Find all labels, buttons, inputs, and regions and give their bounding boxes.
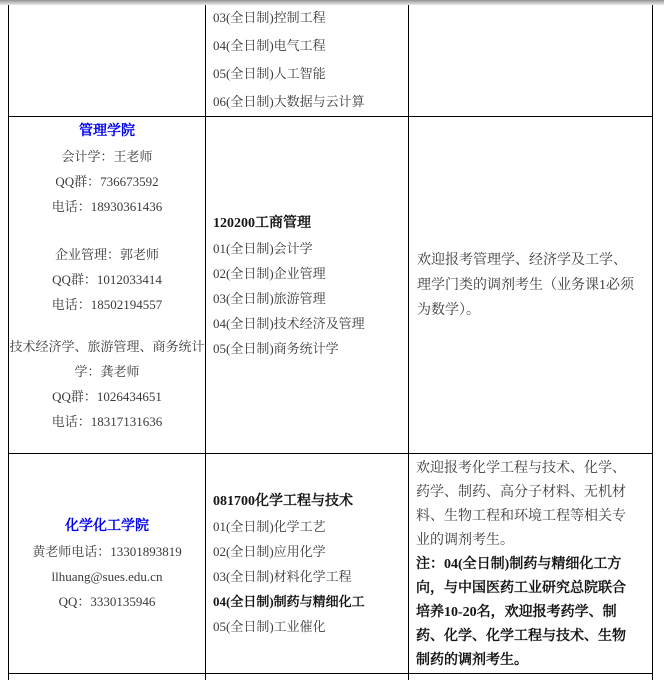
- program-list: [206, 0, 408, 116]
- programs-cell: [206, 454, 409, 674]
- qq-group-number: QQ群：736673592: [9, 169, 205, 194]
- note-remark-line: 注：04(全日制)制药与精细化工方: [416, 553, 648, 577]
- college-cell-empty: [9, 674, 206, 680]
- program-item-highlighted: 04(全日制)制药与精细化工: [213, 589, 408, 614]
- table-row: [9, 454, 653, 674]
- note-remark-line: 培养10-20名，欢迎报考药学、制: [416, 601, 648, 625]
- program-item: 04(全日制)电气工程: [213, 32, 408, 60]
- table-row: [9, 117, 653, 454]
- note-cell: [409, 454, 653, 674]
- contact-line: 会计学：王老师: [9, 144, 205, 169]
- program-item: 03(全日制)材料化学工程: [213, 564, 408, 589]
- phone-number: 电话：18930361436: [9, 194, 205, 219]
- note-text: [409, 117, 652, 453]
- contact-line: 技术经济学、旅游管理、商务统计: [9, 334, 205, 359]
- contact-block: [9, 144, 205, 219]
- note-line: 药学、制药、高分子材料、无机材: [416, 481, 648, 505]
- program-item: 01(全日制)化学工艺: [213, 514, 408, 539]
- program-item: 01(全日制)会计学: [213, 236, 408, 261]
- program-item: 02(全日制)应用化学: [213, 539, 408, 564]
- college-name: 化学化工学院: [9, 514, 205, 539]
- college-cell-empty: [9, 0, 206, 117]
- college-cell: [9, 454, 206, 674]
- note-line: 欢迎报考管理学、经济学及工学、: [417, 248, 646, 273]
- programs-cell-empty: [206, 674, 409, 680]
- program-item: 06(全日制)大数据与云计算: [213, 88, 408, 116]
- note-remark-line: 向，与中国医药工业研究总院联合: [416, 577, 648, 601]
- note-line: 理学门类的调剂考生（业务课1必须: [417, 273, 646, 298]
- note-line: 料、生物工程和环境工程等相关专: [416, 505, 648, 529]
- program-item: 05(全日制)工业催化: [213, 614, 408, 639]
- table-row: [9, 674, 653, 680]
- table-row: [9, 0, 653, 117]
- contact-block: [9, 334, 205, 434]
- program-item: 04(全日制)技术经济及管理: [213, 311, 408, 336]
- program-item: 03(全日制)旅游管理: [213, 286, 408, 311]
- window-edge-shadow: [0, 0, 664, 5]
- note-remark-line: 药、化学、化学工程与技术、生物: [416, 625, 648, 649]
- college-info: [9, 454, 205, 673]
- program-item: 02(全日制)企业管理: [213, 261, 408, 286]
- note-line: 业的调剂考生。: [416, 529, 648, 553]
- contact-block: [9, 242, 205, 317]
- program-heading: 120200工商管理: [213, 211, 408, 236]
- note-remark-line: 制药的调剂考生。: [416, 649, 648, 673]
- phone-number: 电话：18317131636: [9, 409, 205, 434]
- program-item: 05(全日制)商务统计学: [213, 336, 408, 361]
- qq-group-number: QQ群：1012033414: [9, 267, 205, 292]
- contact-line: 学：龚老师: [9, 359, 205, 384]
- program-item: 03(全日制)控制工程: [213, 4, 408, 32]
- programs-cell: [206, 0, 409, 117]
- note-line: 为数学）。: [417, 298, 646, 323]
- note-text: [409, 454, 652, 673]
- note-cell: [409, 117, 653, 454]
- note-cell-empty: [409, 0, 653, 117]
- phone-number: 电话：18502194557: [9, 292, 205, 317]
- note-cell-empty: [409, 674, 653, 680]
- qq-number: QQ：3330135946: [9, 589, 205, 614]
- qq-group-number: QQ群：1026434651: [9, 384, 205, 409]
- programs-cell: [206, 117, 409, 454]
- program-list: [206, 454, 408, 673]
- program-list: [206, 117, 408, 361]
- program-heading: 081700化学工程与技术: [213, 489, 408, 514]
- college-name: 管理学院: [9, 119, 205, 144]
- contact-line: 企业管理：郭老师: [9, 242, 205, 267]
- program-item: 05(全日制)人工智能: [213, 60, 408, 88]
- note-line: 欢迎报考化学工程与技术、化学、: [416, 457, 648, 481]
- college-cell: [9, 117, 206, 454]
- phone-number: 黄老师电话：13301893819: [9, 539, 205, 564]
- adjustment-info-table: [8, 0, 653, 680]
- email-address: llhuang@sues.edu.cn: [9, 564, 205, 589]
